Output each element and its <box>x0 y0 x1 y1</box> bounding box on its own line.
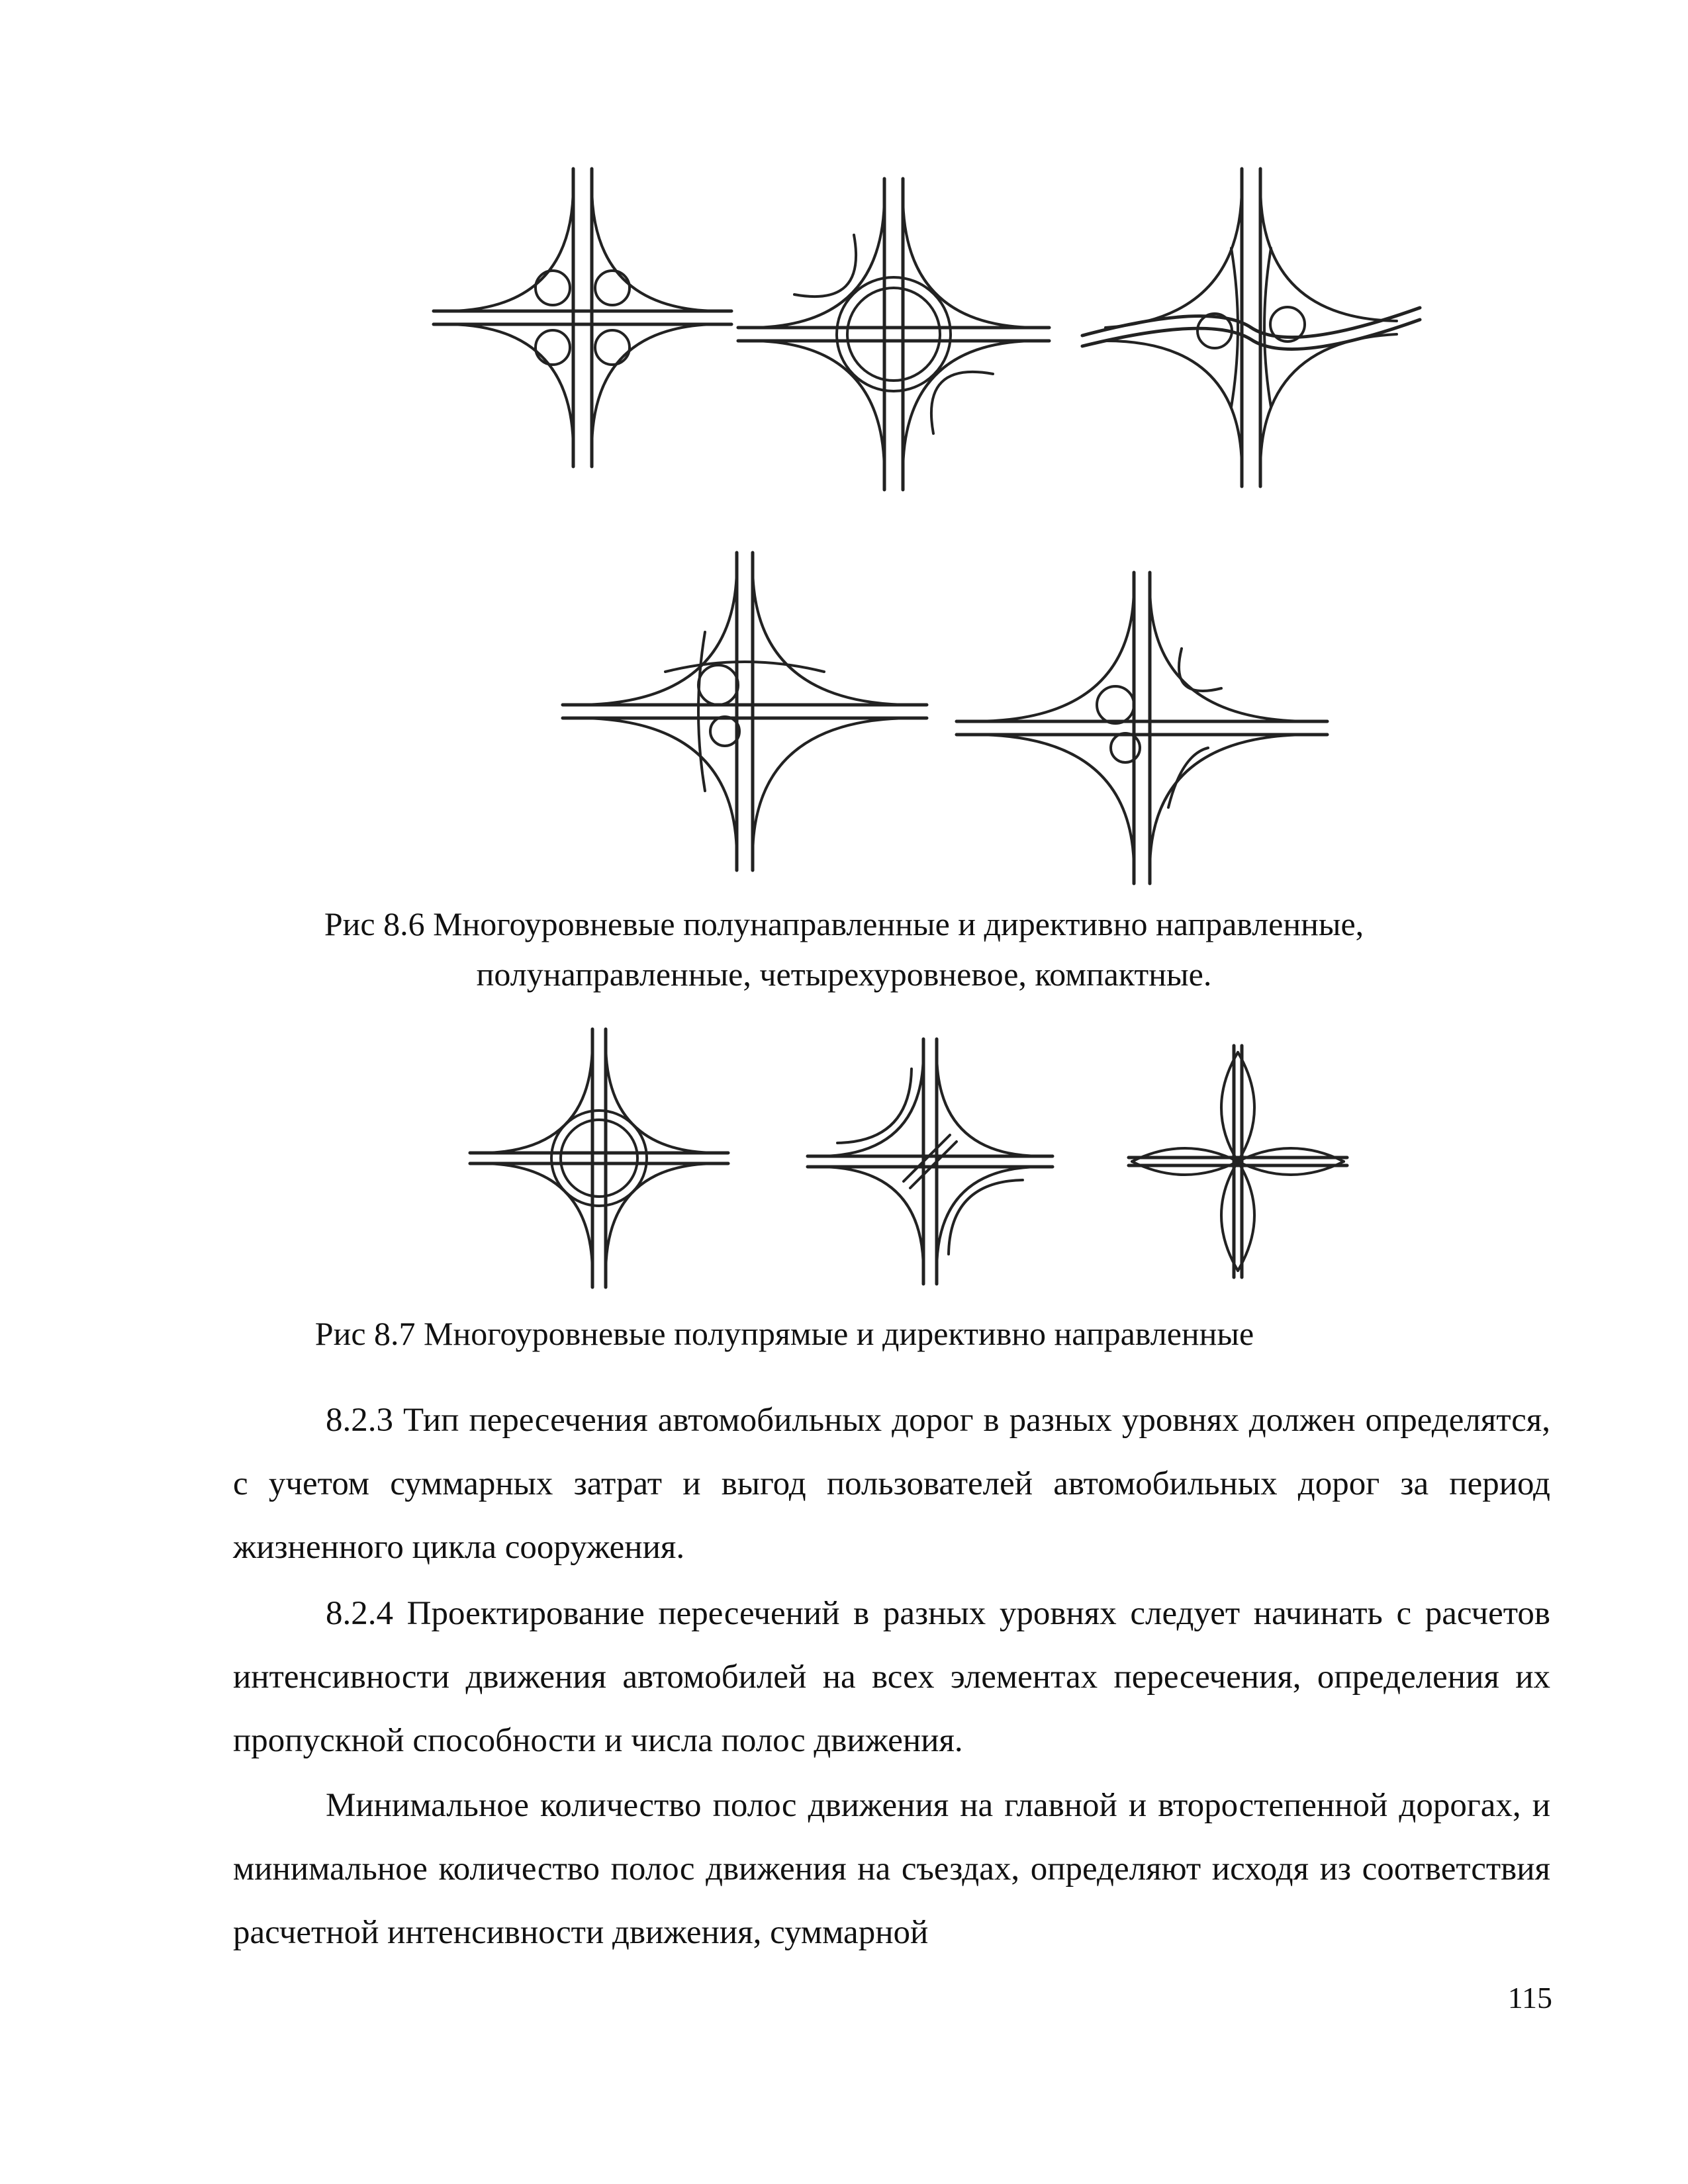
paragraph-min-lanes: Минимальное количество полос движения на главной и второстепенной дорогах, и минимальное количество полос движения на съездах, определяют исходя из соответствия расчетной интенсивности движения, суммарной <box>233 1787 1550 1951</box>
interchange-diagram-6 <box>467 1026 731 1291</box>
figure-8-6-caption <box>0 899 1688 999</box>
interchange-diagram-7 <box>804 1036 1056 1287</box>
paragraph-8-2-3: 8.2.3 Тип пересечения автомобильных дорог в разных уровнях должен определятся, с учетом суммарных затрат и выгод пользователей автомобильных дорог за период жизненного цикла сооружения. <box>233 1402 1550 1566</box>
interchange-diagram-5 <box>953 569 1331 887</box>
interchange-diagram-8 <box>1125 1042 1350 1281</box>
paragraph-8-2-4: 8.2.4 Проектирование пересечений в разных уровнях следует начинать с расчетов интенсивности движения автомобилей на всех элементах пересечения, определения их пропускной способности и числа полос движения. <box>233 1595 1550 1759</box>
interchange-diagram-3 <box>1079 165 1423 490</box>
interchange-diagram-4 <box>559 549 930 874</box>
interchange-diagram-2 <box>735 175 1053 493</box>
figure-8-7-caption: Рис 8.7 Многоуровневые полупрямые и директивно направленные <box>314 1315 1254 1352</box>
page-number: 115 <box>1507 1981 1552 2015</box>
interchange-diagram-1 <box>430 165 735 470</box>
figure-8-6-caption-line-2: полунаправленные, четырехуровневое, компактные. <box>476 956 1212 993</box>
figure-8-6-caption-line-1: Рис 8.6 Многоуровневые полунаправленные и директивно направленные, <box>324 905 1364 942</box>
